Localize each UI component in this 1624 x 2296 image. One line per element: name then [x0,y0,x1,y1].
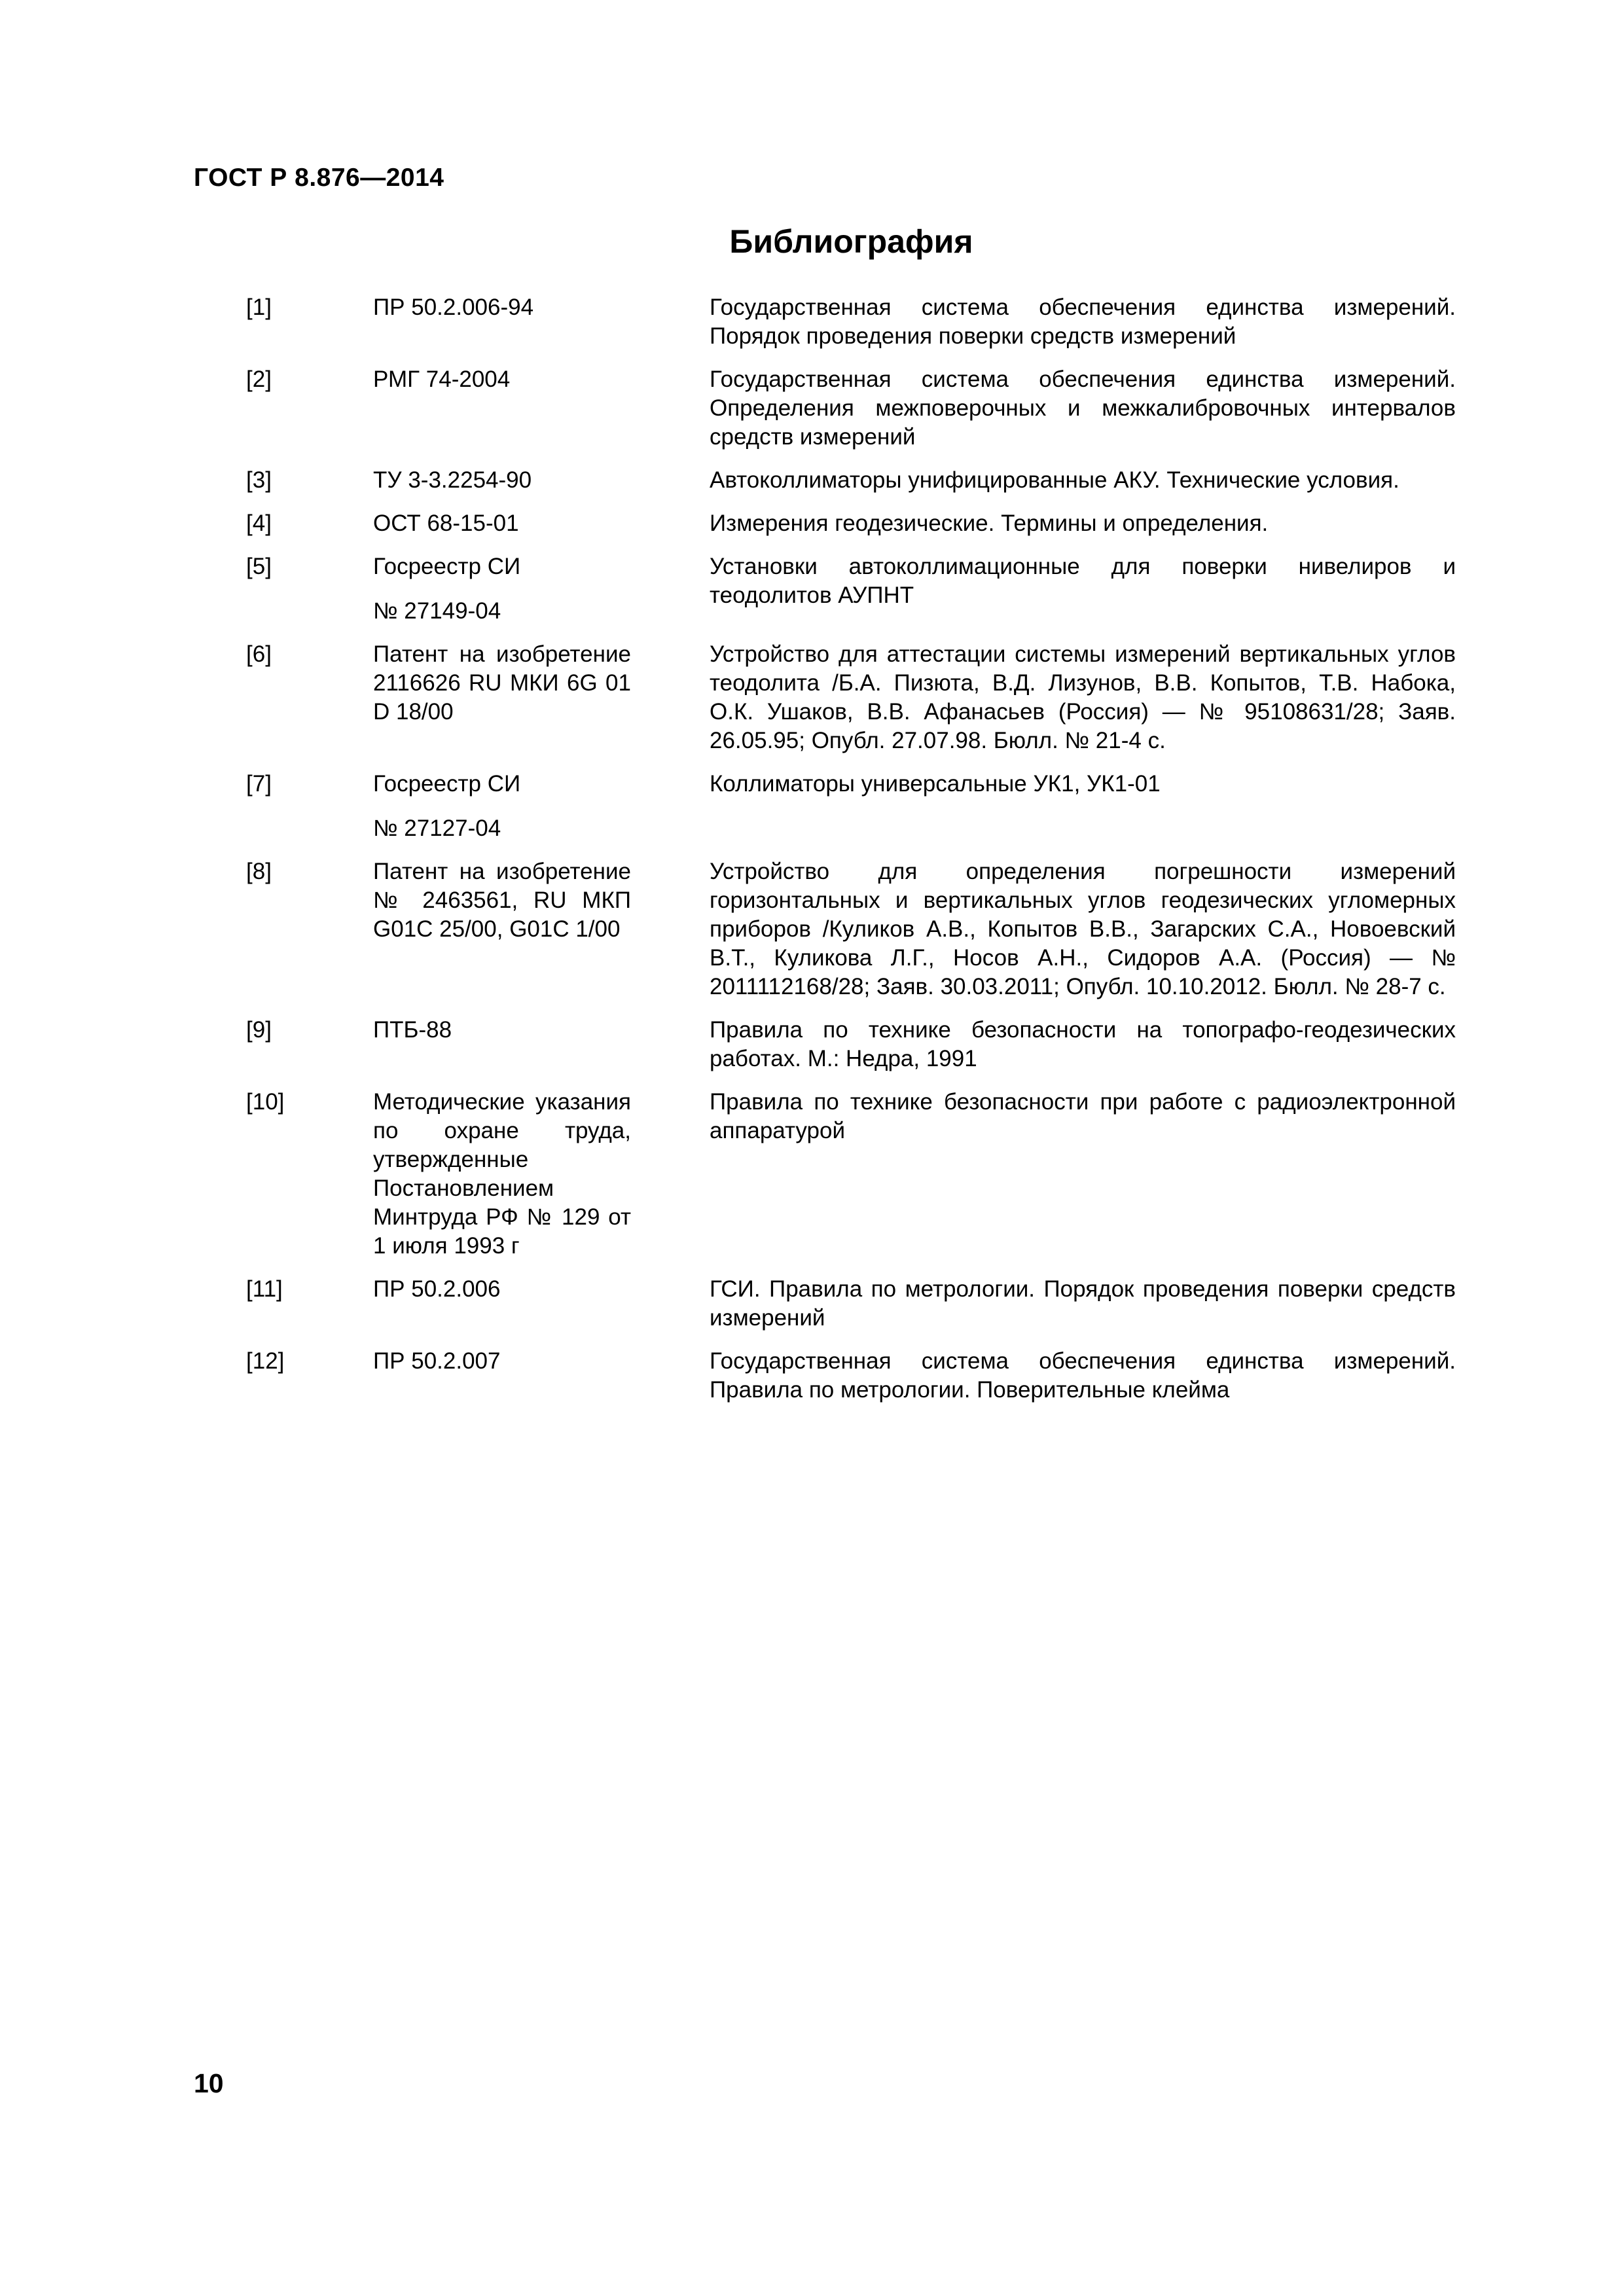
bibliography-entry [246,293,1456,351]
entry-code-line: ПТБ-88 [373,1017,452,1043]
entry-description: ГСИ. Правила по метрологии. Порядок проведения поверки средств измерений [710,1276,1456,1331]
entry-number: [3] [246,467,272,493]
entry-description: Государственная система обеспечения единства измерений. Правила по метрологии. Поверительные клейма [710,1348,1456,1403]
entry-code [373,640,631,726]
entry-code-line: № 27149-04 [373,598,501,624]
entry-code-line: ТУ 3-3.2254-90 [373,467,532,493]
bibliography-entry [246,1275,1456,1333]
entry-number: [6] [246,641,272,667]
entry-code [373,770,631,843]
bibliography-entry [246,1088,1456,1261]
entry-description: Государственная система обеспечения единства измерений. Порядок проведения поверки средств измерений [710,295,1456,349]
entry-code-line: Госреестр СИ [373,771,521,797]
entry-code-line: РМГ 74-2004 [373,367,511,392]
entry-code-line: ОСТ 68-15-01 [373,511,519,536]
entry-number: [5] [246,554,272,579]
entry-code [373,466,631,495]
bibliography-entry [246,365,1456,452]
entry-description: Правила по технике безопасности на топографо-геодезических работах. М.: Недра, 1991 [710,1017,1456,1071]
entry-code-line: ПР 50.2.006-94 [373,295,534,320]
bibliography-entry [246,857,1456,1001]
bibliography-entry [246,640,1456,755]
entry-code [373,1275,631,1304]
page-title: Библиография [729,223,973,260]
entry-code-line: ПР 50.2.006 [373,1276,501,1302]
entry-code [373,1347,631,1376]
bibliography-entry [246,1016,1456,1073]
entry-number: [12] [246,1348,285,1374]
entry-description: Устройство для аттестации системы измерений вертикальных углов теодолита /Б.А. Пизюта, В.Д. Лизунов, В.В. Копытов, Т.В. Набока, О.К. Ушаков, В.В. Афанасьев (Россия) — № 95108631/28; Заяв. 26.05.95; Опубл. 27.07.98. Бюлл. № 21-4 с. [710,641,1456,753]
entry-number: [4] [246,511,272,536]
bibliography-entry [246,1347,1456,1405]
entry-code [373,552,631,626]
bibliography-entry [246,509,1456,538]
entry-description: Коллиматоры универсальные УК1, УК1-01 [710,771,1161,797]
entry-code [373,509,631,538]
entry-number: [1] [246,295,272,320]
entry-code [373,1016,631,1045]
page-number: 10 [194,2068,224,2098]
entry-code [373,293,631,322]
bibliography-list [246,293,1456,1419]
entry-description: Установки автоколлимационные для поверки нивелиров и теодолитов АУПНТ [710,554,1456,608]
bibliography-entry [246,466,1456,495]
entry-description: Автоколлиматоры унифицированные АКУ. Технические условия. [710,467,1399,493]
entry-number: [8] [246,859,272,884]
entry-code-line: № 27127-04 [373,816,501,841]
entry-code-line: Госреестр СИ [373,554,521,579]
entry-code-line: Методические указания по охране труда, утвержденные Постановлением Минтруда РФ № 129 от 1 июля 1993 г [373,1089,631,1259]
entry-code [373,1088,631,1261]
entry-code-line: ПР 50.2.007 [373,1348,501,1374]
entry-description: Государственная система обеспечения единства измерений. Определения межповерочных и межкалибровочных интервалов средств измерений [710,367,1456,450]
entry-number: [7] [246,771,272,797]
entry-code [373,857,631,944]
entry-number: [9] [246,1017,272,1043]
entry-description: Правила по технике безопасности при работе с радиоэлектронной аппаратурой [710,1089,1456,1143]
entry-number: [2] [246,367,272,392]
bibliography-entry [246,552,1456,626]
entry-number: [10] [246,1089,285,1115]
entry-code-line: Патент на изобретение № 2463561, RU МКП G01C 25/00, G01C 1/00 [373,859,631,942]
standard-designation: ГОСТ Р 8.876—2014 [194,164,444,192]
entry-description: Измерения геодезические. Термины и определения. [710,511,1269,536]
entry-number: [11] [246,1276,283,1302]
entry-description: Устройство для определения погрешности измерений горизонтальных и вертикальных углов геодезических угломерных приборов /Куликов А.В., Копытов В.В., Загарских С.А., Новоевский В.Т., Куликова Л.Г., Носов А.Н., Сидоров А.А. (Россия) — № 2011112168/28; Заяв. 30.03.2011; Опубл. 10.10.2012. Бюлл. № 28-7 с. [710,859,1456,999]
bibliography-entry [246,770,1456,843]
entry-code-line: Патент на изобретение 2116626 RU МКИ 6G 01 D 18/00 [373,641,631,725]
entry-code [373,365,631,394]
